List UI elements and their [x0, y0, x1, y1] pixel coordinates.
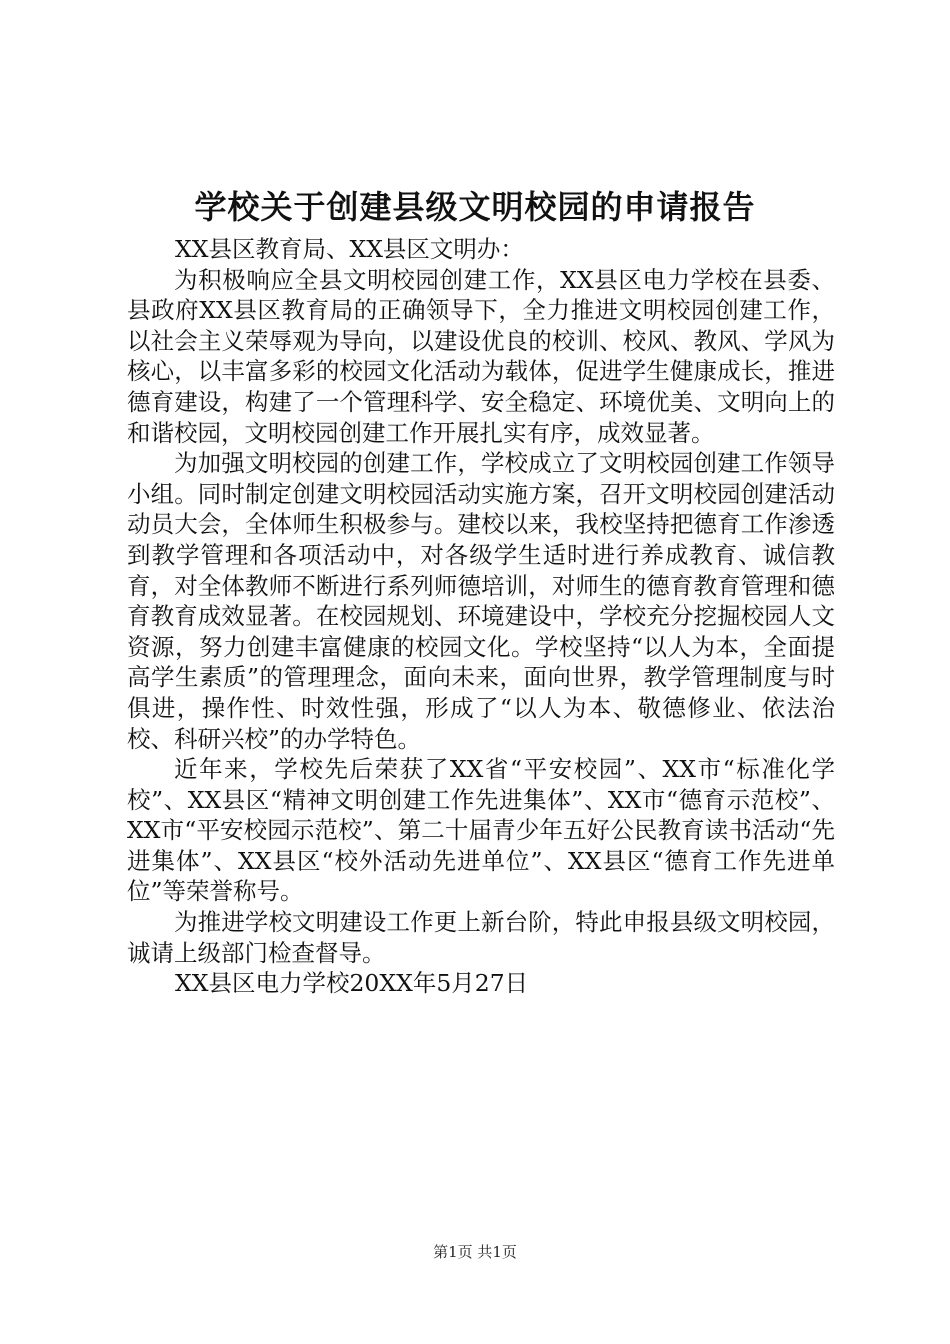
paragraph-honors: 近年来，学校先后荣获了XX省“平安校园”、XX市“标准化学校”、XX县区“精神文明创建工作先进集体”、XX市“德育示范校”、XX市“平安校园示范校”、第二十届青少年五好公民教育读书活动“先进集体”、XX县区“校外活动先进单位”、XX县区“德育工作先进单位”等荣誉称号。	[127, 755, 835, 906]
paragraph-work: 为加强文明校园的创建工作，学校成立了文明校园创建工作领导小组。同时制定创建文明校园活动实施方案，召开文明校园创建活动动员大会，全体师生积极参与。建校以来，我校坚持把德育工作渗透到教学管理和各项活动中，对各级学生适时进行养成教育、诚信教育，对全体教师不断进行系列师德培训，对师生的德育教育管理和德育教育成效显著。在校园规划、环境建设中，学校充分挖掘校园人文资源，努力创建丰富健康的校园文化。学校坚持“以人为本，全面提高学生素质”的管理理念，面向未来，面向世界，教学管理制度与时俱进，操作性、时效性强，形成了“以人为本、敬德修业、依法治校、科研兴校”的办学特色。	[127, 449, 835, 753]
salutation: XX县区教育局、XX县区文明办：	[175, 235, 524, 263]
paragraph-intro: 为积极响应全县文明校园创建工作，XX县区电力学校在县委、县政府XX县区教育局的正确领导下，全力推进文明校园创建工作，以社会主义荣辱观为导向，以建设优良的校训、校风、教风、学风为核心，以丰富多彩的校园文化活动为载体，促进学生健康成长，推进德育建设，构建了一个管理科学、安全稳定、环境优美、文明向上的和谐校园，文明校园创建工作开展扎实有序，成效显著。	[127, 265, 835, 447]
document-body	[127, 234, 835, 999]
paragraph-request: 为推进学校文明建设工作更上新台阶，特此申报县级文明校园，诚请上级部门检查督导。	[127, 908, 835, 967]
document-title: 学校关于创建县级文明校园的申请报告	[194, 188, 756, 226]
page-number-footer: 第1页 共1页	[433, 1243, 517, 1261]
signature-line: XX县区电力学校20XX年5月27日	[175, 969, 529, 998]
